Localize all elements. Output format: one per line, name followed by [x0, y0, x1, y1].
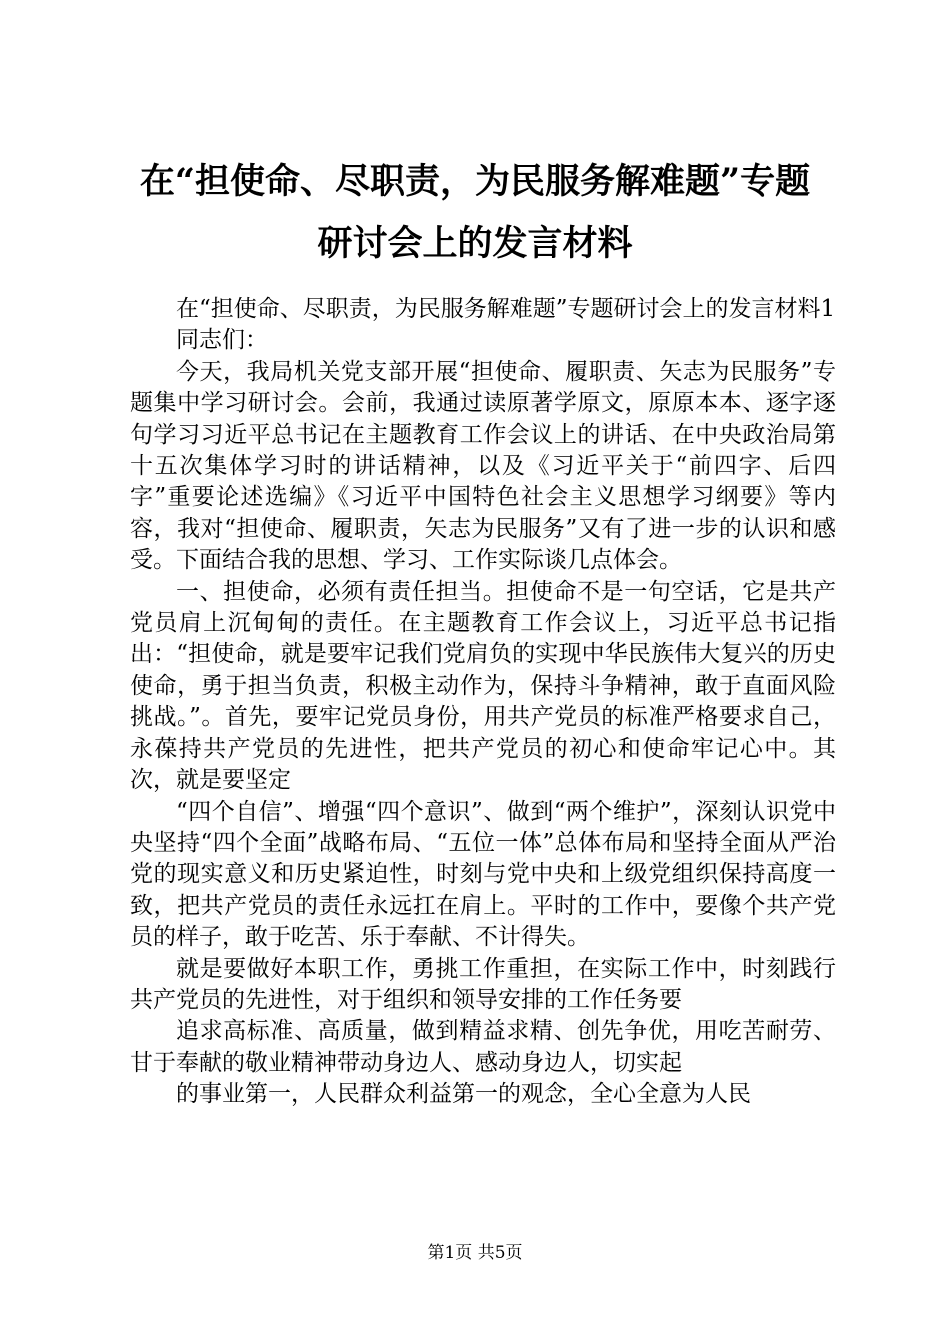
paragraph-section-1: 一、担使命，必须有责任担当。担使命不是一句空话，它是共产党员肩上沉甸甸的责任。在主题教育工作会议上，习近平总书记指出：“担使命，就是要牢记我们党肩负的实现中华民族伟大复兴的历史使命，勇于担当负责，积极主动作为，保持斗争精神，敢于直面风险挑战。”。首先，要牢记党员身份，用共产党员的标准严格要求自己，永葆持共产党员的先进性，把共产党员的初心和使命牢记心中。其次，就是要坚定 [130, 578, 836, 794]
paragraph-salutation: 同志们： [176, 327, 268, 354]
document-title-line-2: 研讨会上的发言材料 [317, 223, 633, 264]
paragraph-subtitle: 在“担使命、尽职责，为民服务解难题”专题研讨会上的发言材料1 [176, 296, 836, 322]
paragraph-people-first: 的事业第一，人民群众利益第一的观念，全心全意为人民 [176, 1081, 751, 1108]
paragraph-section-1-cont: “四个自信”、增强“四个意识”、做到“两个维护”，深刻认识党中央坚持“四个全面”战略布局、“五位一体”总体布局和坚持全面从严治党的现实意义和历史紧迫性，时刻与党中央和上级党组织保持高度一致，把共产党员的责任永远扛在肩上。平时的工作中，要像个共产党员的样子，敢于吃苦、乐于奉献、不计得失。 [130, 798, 836, 951]
paragraph-intro: 今天，我局机关党支部开展“担使命、履职责、矢志为民服务”专题集中学习研讨会。会前，我通过读原著学原文，原原本本、逐字逐句学习习近平总书记在主题教育工作会议上的讲话、在中央政治局第十五次集体学习时的讲话精神，以及《习近平关于“前四字、后四字”重要论述选编》《习近平中国特色社会主义思想学习纲要》等内容，我对“担使命、履职责，矢志为民服务”又有了进一步的认识和感受。下面结合我的思想、学习、工作实际谈几点体会。 [130, 358, 836, 574]
document-title-line-1: 在“担使命、尽职责，为民服务解难题”专题 [139, 161, 811, 202]
page-number-footer: 第1页 共5页 [427, 1243, 523, 1263]
paragraph-standards: 追求高标准、高质量，做到精益求精、创先争优，用吃苦耐劳、甘于奉献的敬业精神带动身边人、感动身边人，切实起 [130, 1018, 836, 1076]
paragraph-duty: 就是要做好本职工作，勇挑工作重担，在实际工作中，时刻践行共产党员的先进性，对于组织和领导安排的工作任务要 [130, 955, 836, 1013]
document-body [130, 294, 836, 1111]
